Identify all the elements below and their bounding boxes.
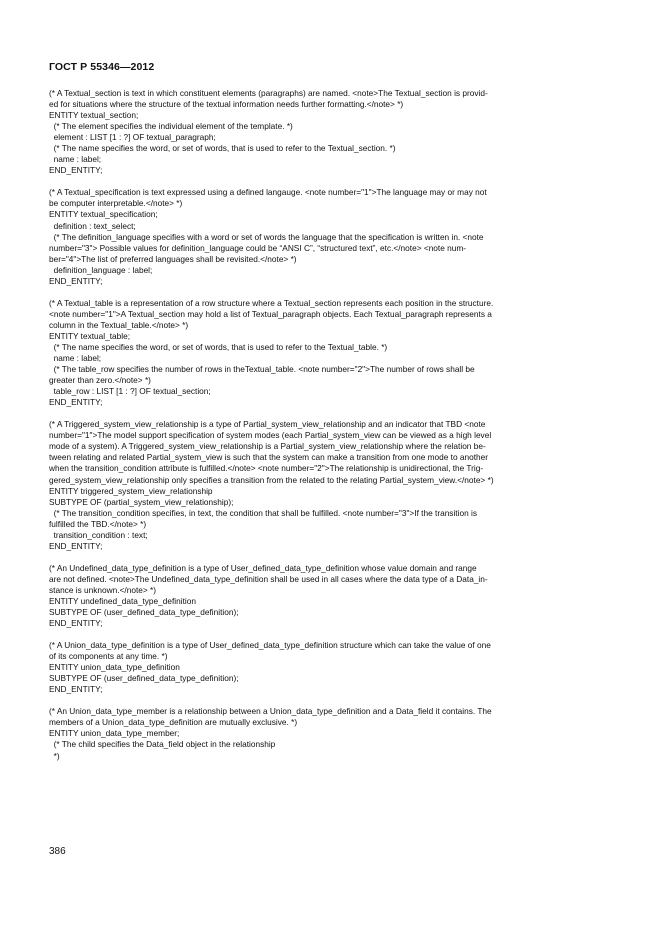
text-line: (* A Textual_section is text in which constituent elements (paragraphs) are named. <note>The Textual_section is provid- bbox=[49, 88, 488, 98]
text-line: column in the Textual_table.</note> *) bbox=[49, 319, 189, 330]
block-spacer bbox=[49, 176, 609, 187]
text-line: number="1">The model support specification of system modes (each Partial_system_view can be viewed as a high level bbox=[49, 430, 492, 441]
text-line: END_ENTITY; bbox=[49, 618, 103, 629]
block-spacer bbox=[49, 408, 609, 419]
text-line: (* A Union_data_type_definition is a type of User_defined_data_type_definition structure which can take the value of one bbox=[49, 640, 491, 651]
text-line: (* The name specifies the word, or set of words, that is used to refer to the Textual_section. *) bbox=[49, 143, 396, 154]
block-spacer bbox=[49, 629, 609, 640]
page-number: 386 bbox=[49, 846, 66, 857]
text-line: (* The name specifies the word, or set of words, that is used to refer to the Textual_table. *) bbox=[49, 341, 388, 352]
text-line: (* The element specifies the individual element of the template. *) bbox=[49, 121, 293, 132]
text-line: ENTITY undefined_data_type_definition bbox=[49, 595, 196, 606]
text-line: definition : text_select; bbox=[49, 220, 136, 231]
text-line: END_ENTITY; bbox=[49, 684, 103, 695]
express-block bbox=[49, 706, 609, 761]
text-line: ENTITY union_data_type_member; bbox=[49, 728, 180, 739]
text-line: SUBTYPE OF (user_defined_data_type_definition); bbox=[49, 673, 239, 684]
text-line: END_ENTITY; bbox=[49, 275, 103, 286]
text-line: (* The definition_language specifies with a word or set of words the language that the specification is written in. <note bbox=[49, 231, 484, 242]
text-line: SUBTYPE OF (user_defined_data_type_definition); bbox=[49, 607, 239, 618]
text-line: name : label; bbox=[49, 154, 102, 165]
text-line: transition_condition : text; bbox=[49, 529, 148, 540]
document-body bbox=[49, 88, 609, 762]
text-line: of its components at any time. *) bbox=[49, 651, 168, 662]
text-line: name : label; bbox=[49, 353, 102, 364]
text-line: END_ENTITY; bbox=[49, 540, 103, 551]
text-line: (* An Undefined_data_type_definition is a type of User_defined_data_type_definition whose value domain and range bbox=[49, 562, 477, 573]
text-line: (* An Union_data_type_member is a relationship between a Union_data_type_definition and a Data_field it contains. The bbox=[49, 706, 492, 717]
text-line: <note number="1">A Textual_section may hold a list of Textual_paragraph objects. Each Textual_paragraph represents a bbox=[49, 308, 492, 319]
express-block bbox=[49, 187, 609, 286]
text-line: SUBTYPE OF (partial_system_view_relationship); bbox=[49, 496, 234, 507]
text-line: (* The transition_condition specifies, in text, the condition that shall be fulfilled. <note number="3">If the transition is bbox=[49, 507, 477, 518]
text-line: greater than zero.</note> *) bbox=[49, 375, 151, 386]
text-line: number="3"> Possible values for definition_language could be “ANSI C”, “structured text”, etc.</note> <note num- bbox=[49, 242, 467, 253]
text-line: ed for situations where the structure of the textual information needs further formatting.</note> *) bbox=[49, 99, 404, 110]
text-line: ENTITY union_data_type_definition bbox=[49, 662, 180, 673]
text-line: table_row : LIST [1 : ?] OF textual_section; bbox=[49, 386, 211, 397]
express-block bbox=[49, 640, 609, 695]
text-line: stance is unknown.</note> *) bbox=[49, 584, 157, 595]
text-line: mode of a system). A Triggered_system_view_relationship is a Partial_system_view_relationship where the relation be- bbox=[49, 441, 486, 452]
text-line: ENTITY textual_specification; bbox=[49, 209, 158, 220]
text-line: (* A Textual_table is a representation of a row structure where a Textual_section represents each position in the structure. bbox=[49, 297, 494, 308]
text-line: ber="4">The list of preferred languages shall be revisited.</note> *) bbox=[49, 253, 297, 264]
text-line: (* A Triggered_system_view_relationship is a type of Partial_system_view_relationship and an indicator that TBD <note bbox=[49, 419, 486, 430]
text-line: members of a Union_data_type_definition are mutually exclusive. *) bbox=[49, 717, 298, 728]
express-block bbox=[49, 298, 609, 408]
text-line: are not defined. <note>The Undefined_data_type_definition shall be used in all cases where the data type of a Data_in- bbox=[49, 573, 488, 584]
block-spacer bbox=[49, 287, 609, 298]
express-block bbox=[49, 88, 609, 176]
text-line: definition_language : label; bbox=[49, 264, 153, 275]
text-line: (* The child specifies the Data_field object in the relationship bbox=[49, 739, 276, 750]
express-block bbox=[49, 419, 609, 552]
text-line: END_ENTITY; bbox=[49, 397, 103, 408]
text-line: *) bbox=[49, 750, 60, 761]
text-line: (* A Textual_specification is text expressed using a defined langauge. <note number="1">The language may or may not bbox=[49, 187, 487, 198]
text-line: element : LIST [1 : ?] OF textual_paragraph; bbox=[49, 132, 216, 143]
text-line: END_ENTITY; bbox=[49, 165, 103, 176]
text-line: when the transition_condition attribute is fulfilled.</note> <note number="2">The relationship is unidirectional, the Trig- bbox=[49, 463, 484, 474]
text-line: ENTITY triggered_system_view_relationship bbox=[49, 485, 213, 496]
text-line: gered_system_view_relationship only specifies a transition from the related to the relating Partial_system_view.</note> *) bbox=[49, 474, 494, 485]
text-line: (* The table_row specifies the number of rows in theTextual_table. <note number="2">The number of rows shall be bbox=[49, 364, 475, 375]
block-spacer bbox=[49, 552, 609, 563]
document-header: ГОСТ Р 55346—2012 bbox=[49, 61, 155, 73]
text-line: ENTITY textual_section; bbox=[49, 110, 139, 121]
text-line: tween relating and related Partial_system_view is such that the system can make a transition from one mode to another bbox=[49, 452, 489, 463]
block-spacer bbox=[49, 695, 609, 706]
text-line: ENTITY textual_table; bbox=[49, 330, 131, 341]
text-line: fulfilled the TBD.</note> *) bbox=[49, 518, 147, 529]
text-line: be computer interpretable.</note> *) bbox=[49, 198, 183, 209]
express-block bbox=[49, 563, 609, 629]
